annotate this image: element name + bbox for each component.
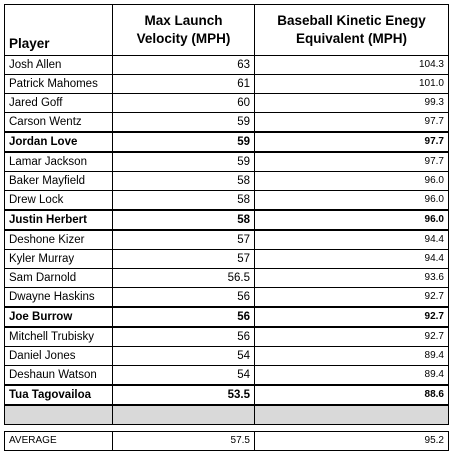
- equivalent-cell: 104.3: [255, 56, 449, 75]
- velocity-cell: 63: [113, 56, 255, 75]
- player-cell: Deshaun Watson: [5, 366, 113, 386]
- velocity-cell: 59: [113, 132, 255, 152]
- equivalent-cell: 97.7: [255, 132, 449, 152]
- table-row: [5, 366, 449, 386]
- velocity-cell: 58: [113, 172, 255, 191]
- equivalent-cell: 97.7: [255, 152, 449, 172]
- velocity-cell: 59: [113, 113, 255, 133]
- spacer-row: [5, 405, 449, 425]
- equivalent-cell: 99.3: [255, 94, 449, 113]
- spacer-cell: [255, 405, 449, 425]
- table-body: [5, 56, 449, 406]
- table-row: [5, 250, 449, 269]
- velocity-cell: 56: [113, 288, 255, 308]
- velocity-header-line-2: Velocity (MPH): [136, 31, 231, 46]
- table-row: [5, 113, 449, 133]
- equivalent-cell: 94.4: [255, 250, 449, 269]
- table-row: [5, 210, 449, 230]
- velocity-cell: 56: [113, 307, 255, 327]
- qb-velocity-table: [4, 4, 449, 451]
- gap-row: [5, 425, 449, 432]
- table-row: [5, 385, 449, 405]
- equivalent-cell: 93.6: [255, 269, 449, 288]
- table-row: [5, 56, 449, 75]
- velocity-cell: 54: [113, 366, 255, 386]
- player-cell: Jordan Love: [5, 132, 113, 152]
- equivalent-column-header: [255, 5, 449, 56]
- equivalent-cell: 89.4: [255, 366, 449, 386]
- table-row: [5, 132, 449, 152]
- player-cell: Dwayne Haskins: [5, 288, 113, 308]
- table-footer: [5, 405, 449, 451]
- equivalent-cell: 92.7: [255, 307, 449, 327]
- table-row: [5, 172, 449, 191]
- velocity-cell: 58: [113, 210, 255, 230]
- spacer-cell: [113, 405, 255, 425]
- table-row: [5, 191, 449, 211]
- velocity-cell: 59: [113, 152, 255, 172]
- player-cell: Lamar Jackson: [5, 152, 113, 172]
- equivalent-cell: 96.0: [255, 210, 449, 230]
- table-row: [5, 94, 449, 113]
- player-cell: Drew Lock: [5, 191, 113, 211]
- equivalent-cell: 92.7: [255, 288, 449, 308]
- velocity-header-line-1: Max Launch: [144, 13, 223, 28]
- average-velocity: 57.5: [113, 432, 255, 451]
- equivalent-header-line-2: Equivalent (MPH): [295, 31, 407, 46]
- player-cell: Josh Allen: [5, 56, 113, 75]
- table-row: [5, 307, 449, 327]
- table-row: [5, 288, 449, 308]
- velocity-cell: 61: [113, 75, 255, 94]
- table-row: [5, 347, 449, 366]
- velocity-cell: 58: [113, 191, 255, 211]
- equivalent-cell: 96.0: [255, 191, 449, 211]
- gap-cell: [5, 425, 113, 432]
- spacer-cell: [5, 405, 113, 425]
- gap-cell: [255, 425, 449, 432]
- table-row: [5, 327, 449, 347]
- player-cell: Carson Wentz: [5, 113, 113, 133]
- average-equivalent: 95.2: [255, 432, 449, 451]
- average-row: [5, 432, 449, 451]
- velocity-cell: 56.5: [113, 269, 255, 288]
- velocity-cell: 56: [113, 327, 255, 347]
- velocity-column-header: [113, 5, 255, 56]
- average-label: AVERAGE: [5, 432, 113, 451]
- table-row: [5, 269, 449, 288]
- player-cell: Justin Herbert: [5, 210, 113, 230]
- equivalent-cell: 94.4: [255, 230, 449, 250]
- equivalent-cell: 92.7: [255, 327, 449, 347]
- player-cell: Deshone Kizer: [5, 230, 113, 250]
- player-cell: Joe Burrow: [5, 307, 113, 327]
- equivalent-cell: 96.0: [255, 172, 449, 191]
- velocity-cell: 54: [113, 347, 255, 366]
- player-header-label: Player: [9, 36, 50, 51]
- equivalent-cell: 89.4: [255, 347, 449, 366]
- equivalent-cell: 101.0: [255, 75, 449, 94]
- equivalent-header-line-1: Baseball Kinetic Enegy: [277, 13, 426, 28]
- table-row: [5, 230, 449, 250]
- player-cell: Mitchell Trubisky: [5, 327, 113, 347]
- velocity-cell: 53.5: [113, 385, 255, 405]
- player-cell: Kyler Murray: [5, 250, 113, 269]
- header-row: [5, 5, 449, 56]
- player-column-header: [5, 5, 113, 56]
- equivalent-cell: 88.6: [255, 385, 449, 405]
- player-cell: Tua Tagovailoa: [5, 385, 113, 405]
- velocity-cell: 57: [113, 250, 255, 269]
- table-row: [5, 75, 449, 94]
- player-cell: Patrick Mahomes: [5, 75, 113, 94]
- gap-cell: [113, 425, 255, 432]
- player-cell: Daniel Jones: [5, 347, 113, 366]
- spreadsheet: [4, 4, 448, 451]
- velocity-cell: 60: [113, 94, 255, 113]
- equivalent-cell: 97.7: [255, 113, 449, 133]
- table-row: [5, 152, 449, 172]
- player-cell: Jared Goff: [5, 94, 113, 113]
- player-cell: Sam Darnold: [5, 269, 113, 288]
- player-cell: Baker Mayfield: [5, 172, 113, 191]
- velocity-cell: 57: [113, 230, 255, 250]
